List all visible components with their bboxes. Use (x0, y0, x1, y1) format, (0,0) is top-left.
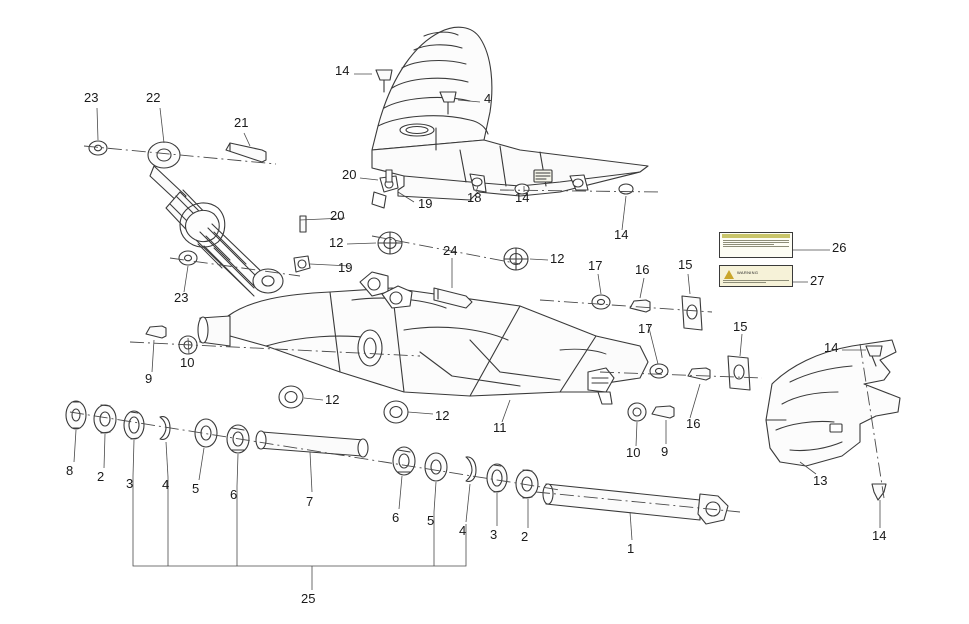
plate-text-line (723, 244, 774, 245)
callout-14: 14 (515, 190, 530, 205)
callout-4: 4 (484, 91, 492, 106)
callout-11: 11 (493, 420, 507, 435)
callout-9: 9 (661, 444, 669, 459)
callout-8: 8 (66, 463, 74, 478)
callout-17: 17 (638, 321, 653, 336)
callout-5: 5 (192, 481, 200, 496)
callout-14: 14 (824, 340, 839, 355)
plate-text-line (723, 242, 789, 243)
plate-text-line (723, 282, 766, 283)
warning-plate-title: WARNING (737, 270, 759, 275)
tire-pressure-info-plate (719, 232, 793, 258)
callout-21: 21 (234, 115, 249, 130)
callout-2: 2 (521, 529, 529, 544)
callout-9: 9 (145, 371, 153, 386)
callout-19: 19 (338, 260, 353, 275)
callout-5: 5 (427, 513, 435, 528)
callout-12: 12 (329, 235, 344, 250)
callout-10: 10 (180, 355, 195, 370)
callout-22: 22 (146, 90, 161, 105)
callout-20: 20 (330, 208, 345, 223)
callout-16: 16 (686, 416, 701, 431)
callout-26: 26 (832, 240, 847, 255)
callout-15: 15 (733, 319, 748, 334)
plate-heading-bar (722, 234, 790, 238)
callout-4: 4 (459, 523, 467, 538)
callout-1: 1 (627, 541, 635, 556)
callout-14: 14 (872, 528, 887, 543)
callout-18: 18 (467, 190, 482, 205)
callout-3: 3 (490, 527, 498, 542)
callout-23: 23 (84, 90, 99, 105)
plate-text-line (723, 246, 789, 247)
callout-13: 13 (813, 473, 828, 488)
callout-24: 24 (443, 243, 458, 258)
callout-25: 25 (301, 591, 316, 606)
callout-19: 19 (418, 196, 433, 211)
callout-14: 14 (614, 227, 629, 242)
callout-12: 12 (435, 408, 450, 423)
callout-14: 14 (335, 63, 350, 78)
callout-3: 3 (126, 476, 134, 491)
plate-text-line (723, 280, 789, 281)
callout-23: 23 (174, 290, 189, 305)
warning-triangle-icon (724, 270, 734, 279)
callout-6: 6 (230, 487, 238, 502)
callout-6: 6 (392, 510, 400, 525)
callout-12: 12 (550, 251, 565, 266)
plate-text-line (723, 240, 789, 241)
callout-2: 2 (97, 469, 105, 484)
callout-10: 10 (626, 445, 641, 460)
callout-15: 15 (678, 257, 693, 272)
callout-4: 4 (162, 477, 170, 492)
shock-warning-plate (719, 265, 793, 287)
callout-16: 16 (635, 262, 650, 277)
callout-17: 17 (588, 258, 603, 273)
callout-12: 12 (325, 392, 340, 407)
callout-27: 27 (810, 273, 825, 288)
callout-7: 7 (306, 494, 314, 509)
callout-20: 20 (342, 167, 357, 182)
